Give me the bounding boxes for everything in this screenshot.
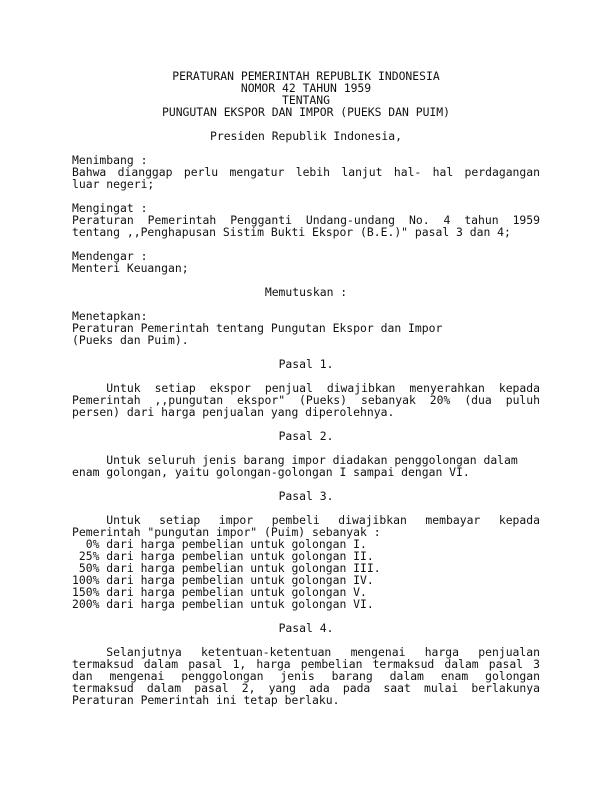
- text-line: luar negeri;: [72, 177, 155, 191]
- text-line: Presiden Republik Indonesia,: [209, 129, 403, 143]
- text-line: 0% dari harga pembelian untuk golongan I.: [72, 537, 367, 551]
- text-line: 50% dari harga pembelian untuk golongan III.: [72, 561, 381, 575]
- text-line: Untuk seluruh jenis barang impor diadakan penggolongan dalam: [72, 453, 518, 467]
- text-line: dan mengenai penggolongan jenis barang dalam enam golongan: [72, 669, 540, 683]
- text-line: Pasal 1.: [278, 357, 334, 371]
- text-line: 200% dari harga pembelian untuk golongan VI.: [72, 597, 374, 611]
- doc-title-line-4: PUNGUTAN EKSPOR DAN IMPOR (PUEKS DAN PUIM): [161, 105, 451, 119]
- text-line: Peraturan Pemerintah Pengganti Undang-undang No. 4 tahun 1959: [72, 213, 540, 227]
- text-line: Bahwa dianggap perlu mengatur lebih lanjut hal- hal perdagangan: [72, 165, 540, 179]
- text-line: enam golongan, yaitu golongan-golongan I sampai dengan VI.: [72, 465, 470, 479]
- text-line: Mendengar :: [72, 249, 148, 263]
- text-line: Pemerintah "pungutan impor" (Puim) sebanyak :: [72, 525, 381, 539]
- text-line: 25% dari harga pembelian untuk golongan II.: [72, 549, 374, 563]
- text-line: Mengingat :: [72, 201, 148, 215]
- doc-title-line-1: PERATURAN PEMERINTAH REPUBLIK INDONESIA: [172, 69, 440, 83]
- text-line: Menteri Keuangan;: [72, 261, 189, 275]
- text-line: Peraturan Pemerintah tentang Pungutan Ekspor dan Impor: [72, 321, 443, 335]
- document-body: [72, 118, 540, 706]
- text-line: Memutuskan :: [264, 285, 348, 299]
- text-line: persen) dari harga penjualan yang diperolehnya.: [72, 405, 395, 419]
- text-line: Menimbang :: [72, 153, 148, 167]
- text-line: 150% dari harga pembelian untuk golongan V.: [72, 585, 367, 599]
- text-line: Selanjutnya ketentuan-ketentuan mengenai harga penjualan: [106, 645, 540, 659]
- text-line: 100% dari harga pembelian untuk golongan IV.: [72, 573, 374, 587]
- document-page: [72, 70, 540, 706]
- text-line: Pasal 4.: [278, 621, 334, 635]
- text-line: Untuk setiap impor pembeli diwajibkan membayar kepada: [106, 513, 540, 527]
- text-line: Menetapkan:: [72, 309, 148, 323]
- text-line: (Pueks dan Puim).: [72, 333, 189, 347]
- text-line: Pasal 2.: [278, 429, 334, 443]
- text-line: termaksud dalam pasal 2, yang ada pada saat mulai berlakunya: [72, 681, 540, 695]
- text-line: tentang ,,Penghapusan Sistim Bukti Ekspor (B.E.)" pasal 3 dan 4;: [72, 225, 511, 239]
- text-line: Peraturan Pemerintah ini tetap berlaku.: [72, 693, 340, 707]
- text-line: termaksud dalam pasal 1, harga pembelian termaksud dalam pasal 3: [72, 657, 540, 671]
- text-line: Pasal 3.: [278, 489, 334, 503]
- text-line: Untuk setiap ekspor penjual diwajibkan menyerahkan kepada: [106, 381, 540, 395]
- doc-title-line-2: NOMOR 42 TAHUN 1959: [240, 81, 372, 95]
- doc-title-line-3: TENTANG: [281, 93, 330, 107]
- text-line: Pemerintah ,,pungutan ekspor" (Pueks) sebanyak 20% (dua puluh: [72, 393, 540, 407]
